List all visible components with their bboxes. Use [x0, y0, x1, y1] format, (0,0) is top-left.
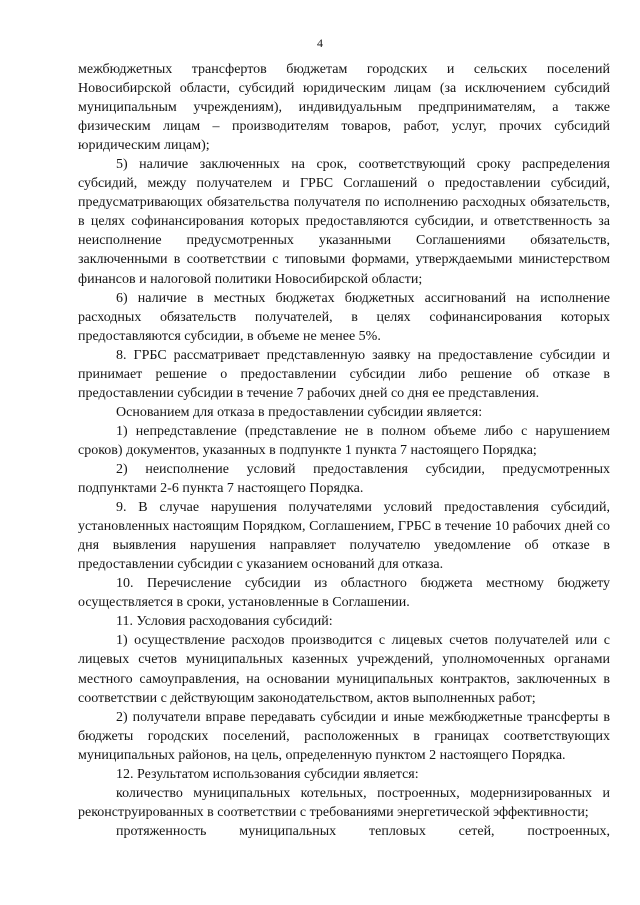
paragraph: 11. Условия расходования субсидий:	[116, 614, 333, 630]
paragraph: 8. ГРБС рассматривает представленную заявку на предоставление субсидии и принимает решение о предоставлении субсидии либо решение об отказе в предоставлении субсидии в течение 7 рабочих дней со дня ее представления.	[78, 347, 610, 401]
paragraph: 10. Перечисление субсидии из областного бюджета местному бюджету осуществляется в сроки, установленные в Соглашении.	[78, 576, 610, 611]
paragraph: количество муниципальных котельных, построенных, модернизированных и реконструированных в соответствии с требованиями энергетической эффективности;	[78, 785, 610, 820]
paragraph: протяженность муниципальных тепловых сетей, построенных,	[116, 823, 610, 839]
document-body	[78, 60, 610, 841]
paragraph: 1) осуществление расходов производится с лицевых счетов получателей или с лицевых счетов муниципальных казенных учреждений, уполномоченных органами местного самоуправления, на основании муниципальных контрактов, заключенных в соответствии с действующим законодательством, актов выполненных работ;	[78, 633, 610, 706]
paragraph: Основанием для отказа в предоставлении субсидии является:	[116, 404, 483, 420]
paragraph: межбюджетных трансфертов бюджетам городских и сельских поселений Новосибирской области, субсидий юридическим лицам (за исключением субсидий муниципальным учреждениям), индивидуальным предпринимателям, а также физическим лицам – производителям товаров, работ, услуг, прочих субсидий юридическим лицам);	[78, 62, 610, 154]
paragraph: 6) наличие в местных бюджетах бюджетных ассигнований на исполнение расходных обязательств получателей, в целях софинансирования которых предоставляются субсидии, в объеме не менее 5%.	[78, 290, 610, 344]
paragraph: 1) непредставление (представление не в полном объеме либо с нарушением сроков) документов, указанных в подпункте 1 пункта 7 настоящего Порядка;	[78, 423, 610, 458]
paragraph: 5) наличие заключенных на срок, соответствующий сроку распределения субсидий, между получателем и ГРБС Соглашений о предоставлении субсидий, предусматривающих обязательства получателя по исполнению расходных обязательств, в целях софинансирования которых предоставляются субсидии, и ответственность за неисполнение предусмотренных указанными Соглашениями обязательств, заключенными в соответствии с типовыми формами, утверждаемыми министерством финансов и налоговой политики Новосибирской области;	[78, 157, 610, 287]
paragraph: 2) получатели вправе передавать субсидии и иные межбюджетные трансферты в бюджеты городских поселений, расположенных в границах соответствующих муниципальных районов, на цель, определенную пунктом 2 настоящего Порядка.	[78, 709, 610, 763]
paragraph: 2) неисполнение условий предоставления субсидии, предусмотренных подпунктами 2-6 пункта 7 настоящего Порядка.	[78, 461, 610, 497]
paragraph: 12. Результатом использования субсидии является:	[116, 766, 419, 782]
paragraph: 9. В случае нарушения получателями условий предоставления субсидий, установленных настоящим Порядком, Соглашением, ГРБС в течение 10 рабочих дней со дня выявления нарушения направляет получателю уведомление об отказе в предоставлении субсидии с указанием оснований для отказа.	[78, 500, 610, 573]
page-number: 4	[317, 36, 323, 50]
